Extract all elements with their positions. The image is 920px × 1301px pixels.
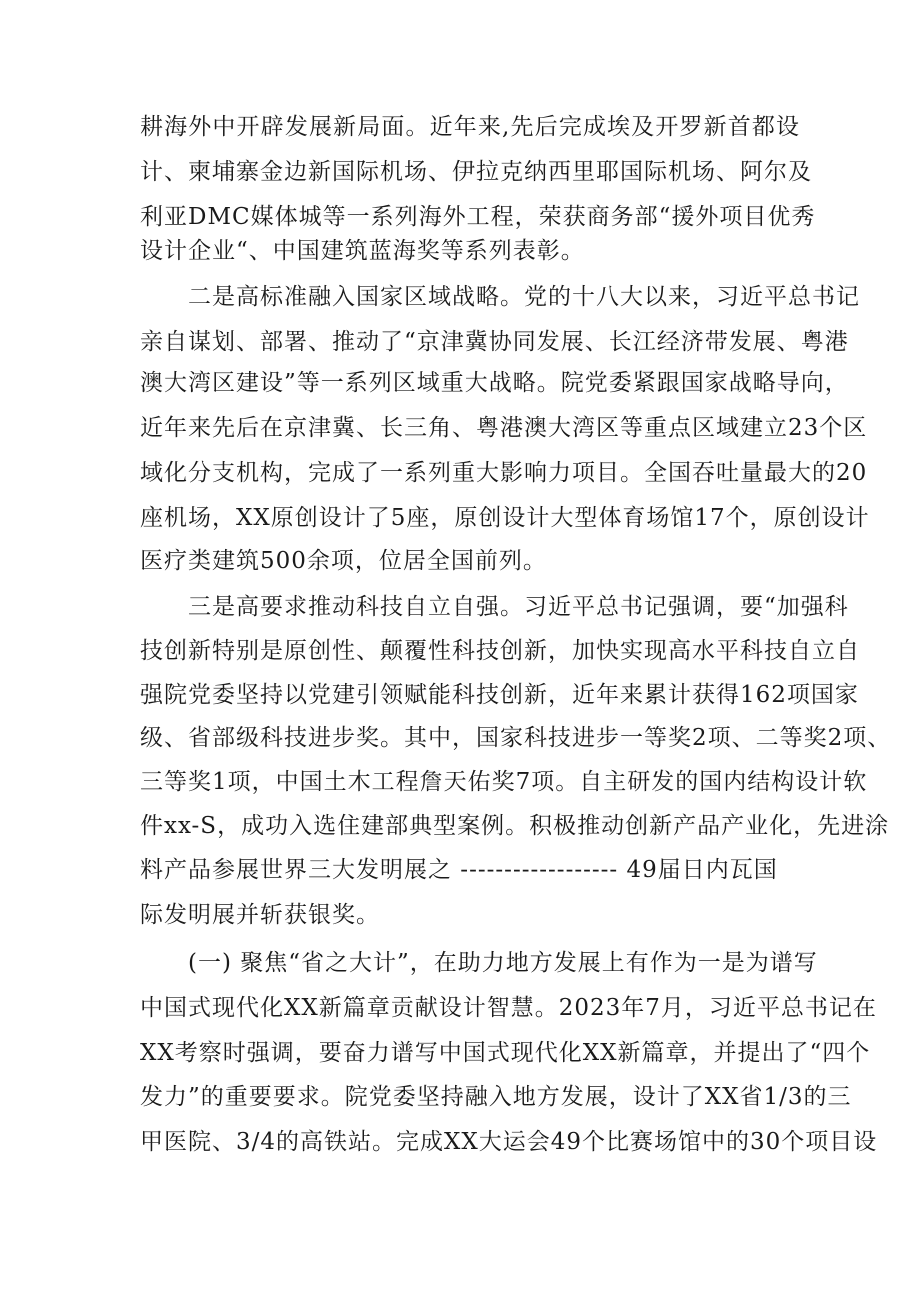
- text-line: 近年来先后在京津冀、长三角、粤港澳大湾区等重点区域建立23个区: [140, 415, 868, 441]
- text-line: 甲医院、3/4的高铁站。完成XX大运会49个比赛场馆中的30个项目设: [140, 1129, 878, 1155]
- text-line: XX考察时强调，要奋力谱写中国式现代化XX新篇章，并提出了“四个: [140, 1040, 871, 1066]
- text-line: 际发明展并斩获银奖。: [140, 902, 380, 928]
- paragraph-first-line: 三是高要求推动科技自立自强。习近平总书记强调，要“加强科: [188, 594, 849, 620]
- text-line: 耕海外中开辟发展新局面。近年来,先后完成埃及开罗新首都设: [140, 114, 800, 140]
- text-line: 域化分支机构，完成了一系列重大影响力项目。全国吞吐量最大的20: [140, 460, 868, 486]
- text-line: 设计企业“、中国建筑蓝海奖等系列表彰。: [140, 238, 585, 264]
- text-line: 医疗类建筑500余项，位居全国前列。: [140, 548, 547, 574]
- paragraph-first-line: (一) 聚焦“省之大计”，在助力地方发展上有作为一是为谱写: [188, 950, 818, 976]
- text-line: 技创新特别是原创性、颠覆性科技创新，加快实现高水平科技自立自: [140, 638, 860, 664]
- text-line: 料产品参展世界三大发明展之 ------------------ 49届日内瓦国: [140, 857, 778, 883]
- text-line: 澳大湾区建设”等一系列区域重大战略。院党委紧跟国家战略导向，: [140, 370, 849, 396]
- paragraph-first-line: 二是高标准融入国家区域战略。党的十八大以来，习近平总书记: [188, 284, 860, 310]
- text-line: 件xx-S，成功入选住建部典型案例。积极推动创新产品产业化，先进涂: [140, 813, 890, 839]
- text-line: 利亚DMC媒体城等一系列海外工程，荣获商务部“援外项目优秀: [140, 204, 816, 230]
- text-line: 座机场，XX原创设计了5座，原创设计大型体育场馆17个，原创设计: [140, 505, 870, 531]
- text-line: 级、省部级科技进步奖。其中，国家科技进步一等奖2项、二等奖2项、: [140, 725, 892, 751]
- text-line: 中国式现代化XX新篇章贡献设计智慧。2023年7月，习近平总书记在: [140, 995, 877, 1021]
- text-line: 发力”的重要要求。院党委坚持融入地方发展，设计了XX省1/3的三: [140, 1084, 852, 1110]
- text-line: 计、柬埔寨金边新国际机场、伊拉克纳西里耶国际机场、阿尔及: [140, 159, 812, 185]
- text-line: 三等奖1项，中国土木工程詹天佑奖7项。自主研发的国内结构设计软: [140, 769, 868, 795]
- text-line: 亲自谋划、部署、推动了“京津冀协同发展、长江经济带发展、粤港: [140, 329, 849, 355]
- text-line: 强院党委坚持以党建引领赋能科技创新，近年来累计获得162项国家: [140, 682, 859, 708]
